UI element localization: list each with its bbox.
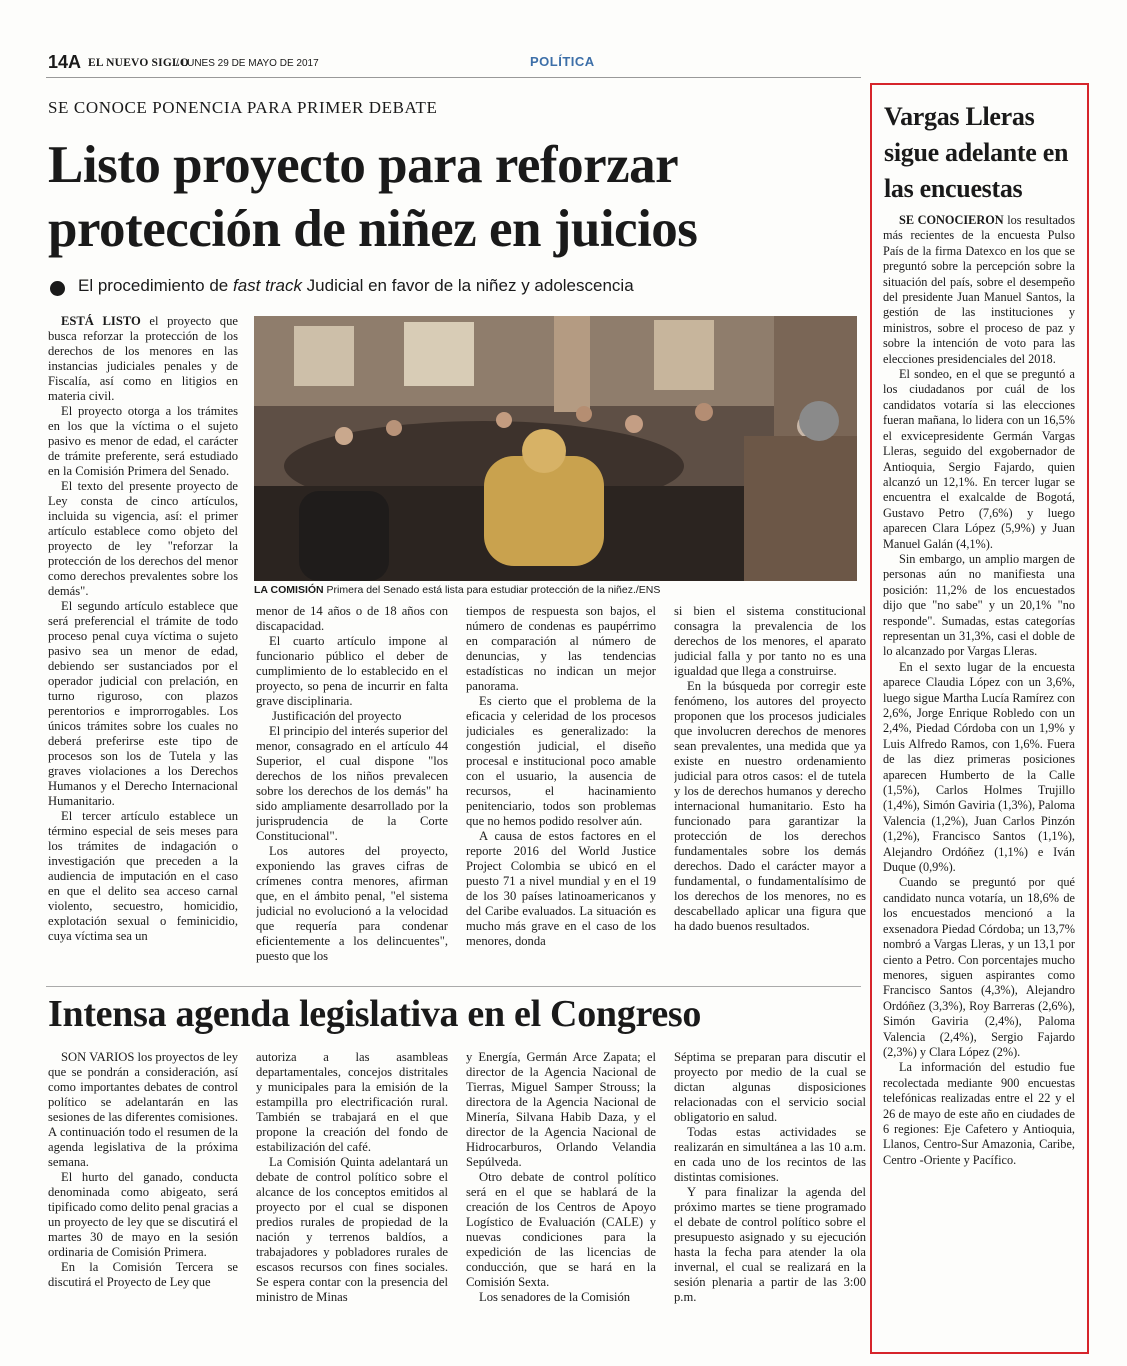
paragraph: El texto del presente proyecto de Ley consta de cinco artículos, incluida su vigencia, así: el primer artículo establece como objeto del proyecto de ley "reforzar la protección de los derechos del menor como derechos prevalentes sobre los demás". [48, 479, 238, 598]
deck-text-a: El procedimiento de [78, 276, 233, 295]
sidebar-body [883, 213, 1075, 1168]
header-rule [46, 77, 861, 78]
paragraph: A causa de estos factores en el reporte 2016 del World Justice Project Colombia se ubicó en el puesto 71 a nivel mundial y en el 19 de los 30 países latinoamericanos y del Caribe evaluados. La situación es mucho más grave en el caso de los menores, donda [466, 829, 656, 948]
sidebar-lead-text: los resultados más recientes de la encuesta Pulso País de la firma Datexco en los que se preguntó sobre la percepción sobre la situación del país, sobre el desempeño del presidente Juan Manuel Santos, la gestión de las instituciones y ministros, sobre el proceso de paz y sobre la intención de voto para las elecciones presidenciales del 2018. [883, 213, 1075, 366]
paragraph: Los autores del proyecto, exponiendo las graves cifras de crímenes contra menores, afirman que, en el ámbito penal, "el sistema judicial no evolucionó a la velocidad que requería para condenar eficientemente a los delincuentes", puesto que los [256, 844, 448, 963]
main-column-3 [466, 604, 656, 978]
main-column-2 [256, 604, 448, 978]
issue-date: / LUNES 29 DE MAYO DE 2017 [176, 58, 319, 69]
lead-text: el proyecto que busca reforzar la protección de los derechos de los menores en las instancias judiciales penales y de Fiscalía, así como en litigios en materia civil. [48, 314, 238, 403]
photo-caption [254, 584, 857, 596]
paragraph: El hurto del ganado, conducta denominada como abigeato, será tipificado como delito penal gracias a un proyecto de ley que se discutirá el martes 30 de mayo en la sesión ordinaria de Comisión Primera. [48, 1170, 238, 1259]
second-column-4 [674, 1050, 866, 1350]
paragraph: menor de 14 años o de 18 años con discapacidad. [256, 604, 448, 633]
lead-in: ESTÁ LISTO [61, 314, 141, 328]
second-column-1 [48, 1050, 238, 1350]
deck [78, 276, 634, 296]
paragraph: El proyecto otorga a los trámites en los que la víctima o el sujeto pasivo es menor de edad, el carácter de trámite preferente, será estudiado en la Comisión Primera del Senado. [48, 404, 238, 478]
headline-line-1: Listo proyecto para reforzar [48, 136, 679, 194]
paragraph: La información del estudio fue recolectada mediante 900 encuestas telefónicas realizadas entre el 22 y el 26 de mayo de este año en ciudades de 6 regiones: Eje Cafetero y Antioquia, Llanos, Centro-Sur Amazonia, Caribe, Centro -Oriente y Pacífico. [883, 1060, 1075, 1167]
paragraph: En el sexto lugar de la encuesta aparece Claudia López con un 3,6%, luego sigue Martha Lucía Ramírez con 2,6%, Jorge Enrique Robledo con un 2,4%, Piedad Córdoba con un 1,9% y Luis Alfredo Ramos, con 1,6%. Fuera de las diez primeras posiciones aparecen Humberto de la Calle (1,5%), Carlos Holmes Trujillo (1,4%), Simón Gaviria (1,3%), Paloma Valencia (1,2%), Juan Carlos Pinzón (1,2%), Francisco Santos (1,1%), Alejandro Ordóñez (1,1%) e Iván Duque (0,9%). [883, 659, 1075, 875]
paragraph: Es cierto que el problema de la eficacia y celeridad de los procesos judiciales es generalizado: la congestión judicial, el diseño procesal e institucional poco amable con el usuario, la ausencia de recursos, el hacinamiento penitenciario, todos son problemas que no hemos podido resolver aún. [466, 694, 656, 828]
deck-italic: fast track [232, 276, 302, 295]
paragraph: En la Comisión Tercera se discutirá el Proyecto de Ley que [48, 1260, 238, 1289]
paragraph: Todas estas actividades se realizarán en simultánea a las 10 a.m. en cada uno de los recintos de las distintas comisiones. [674, 1125, 866, 1184]
sidebar-headline: Vargas Lleras sigue adelante en las encuestas [884, 102, 1069, 203]
paragraph: Los senadores de la Comisión [479, 1290, 631, 1304]
section-divider [46, 986, 861, 987]
paragraph: El tercer artículo establece un término especial de seis meses para los trámites de indagación o investigación que preceden a la audiencia de imputación en el caso en que el delito sea acceso carnal violento, secuestro, homicidio, explotación sexual o feminicidio, cuya víctima sea un [48, 809, 238, 943]
second-headline: Intensa agenda legislativa en el Congreso [48, 993, 702, 1035]
paragraph: Cuando se preguntó por qué candidato nunca votaría, un 18,6% de los encuestados mencionó a la exsenadora Piedad Córdoba; un 13,7% nombró a Vargas Lleras, y un 13,1 por ciento a Petro. Con porcentajes mucho menores, siguen aspirantes como Francisco Santos (4,3%), Alejandro Ordóñez (3,3%), Roy Barreras (2,6%), Simón Gaviria (2,4%), Paloma Valencia (2,4%), Sergio Fajardo (2,3%) y Clara López (2%). [883, 875, 1075, 1059]
deck-text-b: Judicial en favor de la niñez y adolescencia [301, 276, 634, 295]
paragraph: El sondeo, en el que se preguntó a los ciudadanos por cuál de los candidatos votaría si las elecciones fueran mañana, lo lidera con un 16,5% el exvicepresidente Germán Vargas Lleras, seguido del exgobernador de Antioquia, Sergio Fajardo, quien alcanzó un 12,1%. En tercer lugar se encuentra el exalcalde de Bogotá, Gustavo Petro (7,6%) y luego aparecen Clara López (5,9%) y Juan Manuel Galán (4,1%). [883, 367, 1075, 551]
subheading: Justificación del proyecto [272, 709, 402, 723]
senate-commission-photo [254, 316, 857, 581]
main-column-1 [48, 314, 238, 978]
paragraph: El principio del interés superior del menor, consagrado en el artículo 44 Superior, el cual dispone "los derechos de los niños prevalecen sobre los derechos de los demás" ha sido ampliamente desarrollado por la jurisprudencia de la Corte Constitucional". [256, 724, 448, 843]
paragraph: El segundo artículo establece que será preferencial el trámite de todo proceso penal cuya víctima o sujeto pasivo sea un menor de edad, debiendo ser sustanciados por el operador judicial con prelación, en turno riguroso, con plazos perentorios e improrrogables. Los únicos trámites sobre los cuales no deberá preferirse este tipo de procesos son los de Tutela y las graves violaciones a los Derechos Humanos y el Derecho Internacional Humanitario. [48, 599, 238, 808]
paragraph: y Energía, Germán Arce Zapata; el director de la Agencia Nacional de Tierras, Miguel Samper Strouss; la directora de la Agencia Nacional de Minería, Silvana Habib Daza, y el director de la Agencia Nacional de Hidrocarburos, Orlando Velandia Sepúlveda. [466, 1050, 656, 1169]
paragraph: Sin embargo, un amplio margen de personas aún no manifiesta una posición: 11,2% de los encuestados dijo que "no sabe" y un 20,1% "no responde". Sumadas, estas categorías representan un 31,3%, casi el doble de lo alcanzado por Vargas Lleras. [883, 551, 1075, 659]
caption-label: LA COMISIÓN [254, 584, 324, 596]
paragraph [883, 213, 1075, 367]
paragraph: Otro debate de control político será en el que se hablará de la creación de los Centros de Apoyo Logístico de Evaluación (CALE) y nuevas condiciones para la expedición de las licencias de conducción, que se hará en la Comisión Sexta. [466, 1170, 656, 1289]
paragraph [48, 314, 238, 404]
paragraph: si bien el sistema constitucional consagra la prevalencia de los derechos de los menores, el aparato judicial falla y por tanto no es una igualdad que llega a construirse. [674, 604, 866, 678]
kicker: SE CONOCE PONENCIA PARA PRIMER DEBATE [48, 98, 438, 117]
bullet-icon [50, 281, 65, 296]
paragraph: autoriza a las asambleas departamentales, concejos distritales y municipales para la emisión de la estampilla pro electrificación rural. También se trabajará en el que propone la creación del fondo de estabilización del café. [256, 1050, 448, 1154]
second-column-2 [256, 1050, 448, 1350]
paragraph: tiempos de respuesta son bajos, el número de condenas es paupérrimo en comparación al número de denuncias, y las tendencias estadísticas no indican un mejor panorama. [466, 604, 656, 693]
caption-text: Primera del Senado está lista para estudiar protección de la niñez./ENS [323, 584, 661, 596]
paragraph: Séptima se preparan para discutir el proyecto por medio de la cual se dictan algunas disposiciones relacionadas con el servicio social obligatorio en salud. [674, 1050, 866, 1124]
paragraph: SON VARIOS los proyectos de ley que se pondrán a consideración, así como importantes debates de control político se adelantarán en las sesiones de las diferentes comisiones. A continuación todo el resumen de la agenda legislativa de la próxima semana. [48, 1050, 238, 1169]
section-label: POLÍTICA [530, 54, 595, 69]
paragraph: En la búsqueda por corregir este fenómeno, los autores del proyecto proponen que los procesos judiciales que involucren derechos de menores sean prevalentes, una medida que ya existe en nuestro ordenamiento judicial para otros casos: el de tutela y los de derechos humanos y derecho internacional humanitario. Esto ha funcionado para garantizar la protección de los derechos fundamentales sobre los demás derechos. Dado el carácter mayor a fundamental, o fundamentalísimo de los derechos de los menores, no es descabellado aplicar una figura que ha dado buenos resultados. [674, 679, 866, 933]
main-headline [48, 133, 858, 261]
newspaper-name: EL NUEVO SIGLO [88, 57, 189, 69]
headline-line-2: protección de niñez en juicios [48, 200, 698, 258]
page-number: 14A [48, 52, 82, 72]
paragraph: El cuarto artículo impone al funcionario público el deber de cumplimiento de lo establecido en el proyecto, so pena de incurrir en falta grave disciplinaria. [256, 634, 448, 708]
second-column-3 [466, 1050, 656, 1350]
sidebar-lead-in: SE CONOCIERON [899, 213, 1004, 227]
paragraph: Y para finalizar la agenda del próximo martes se tiene programado el debate de control político sobre el presupuesto asignado y su ejecución hasta la fecha para atender la ola invernal, el cual se realizará en la sesión plenaria a partir de las 3:00 p.m. [674, 1185, 866, 1304]
main-column-4 [674, 604, 866, 978]
paragraph: La Comisión Quinta adelantará un debate de control político sobre el alcance de los conceptos emitidos al proyecto por el cual se disponen predios rurales de propiedad de la nación y terrenos baldíos, a trabajadores y pobladores rurales de escasos recursos con fines sociales. Se espera contar con la presencia del ministro de Minas [256, 1155, 448, 1304]
